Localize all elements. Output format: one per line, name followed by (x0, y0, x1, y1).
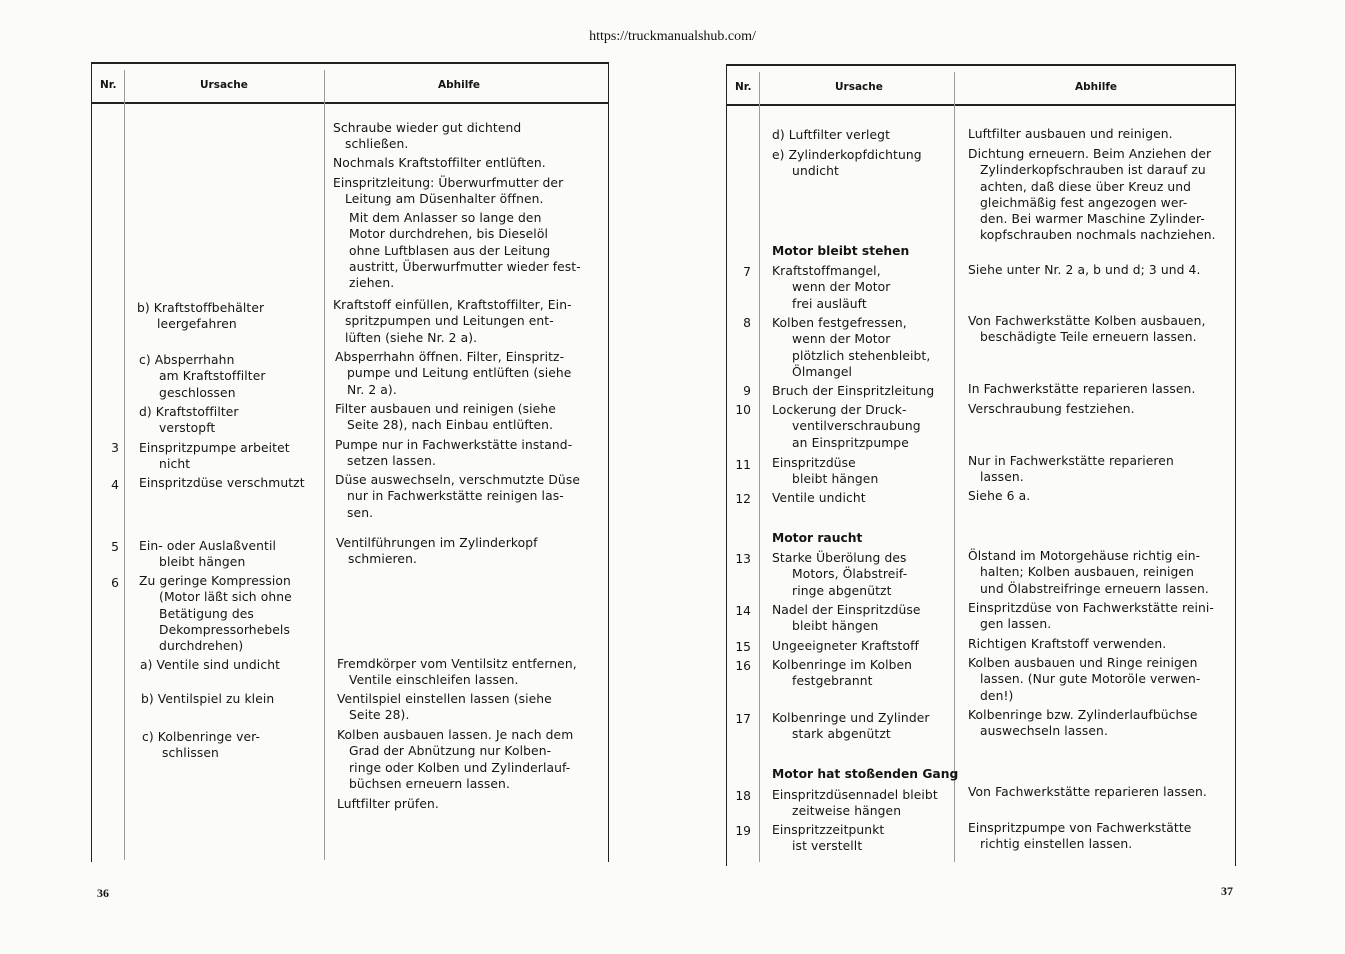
cause-text: Kolbenringe und Zylinder stark abgenützt (772, 711, 930, 742)
cause-text: d) Luftfilter verlegt (772, 128, 890, 142)
right-column-divider-2 (954, 72, 955, 862)
cause-text: Kolbenringe im Kolben festgebrannt (772, 658, 913, 689)
row-number: 10 (735, 403, 751, 417)
cause-text: Einspritzdüse bleibt hängen (772, 456, 879, 487)
remedy-text: Filter ausbauen und reinigen (siehe Seite 28), nach Einbau entlüften. (335, 402, 556, 433)
cause-text: c) Kolbenringe ver- schlissen (142, 730, 261, 761)
cause-text: e) Zylinderkopfdichtung undicht (772, 148, 922, 179)
row-number: 12 (735, 492, 751, 506)
source-url: https://truckmanualshub.com/ (589, 29, 756, 44)
remedy-text: Einspritzpumpe von Fachwerkstätte richtig einstellen lassen. (968, 821, 1192, 852)
remedy-text: Kolbenringe bzw. Zylinderlaufbüchse auswechseln lassen. (968, 708, 1198, 739)
header-remedy: Abhilfe (1075, 81, 1118, 93)
remedy-text: Einspritzleitung: Überwurfmutter der Leitung am Düsenhalter öffnen. (333, 176, 564, 207)
cause-text: d) Kraftstoffilter verstopft (139, 405, 239, 436)
remedy-text: Von Fachwerkstätte Kolben ausbauen, beschädigte Teile erneuern lassen. (968, 314, 1206, 345)
cause-text: Einspritzzeitpunkt ist verstellt (772, 823, 885, 854)
cause-text: c) Absperrhahn am Kraftstoffilter geschlossen (139, 353, 266, 400)
remedy-text: Nur in Fachwerkstätte reparieren lassen. (968, 454, 1174, 485)
header-nr: Nr. (100, 79, 117, 91)
remedy-text: Von Fachwerkstätte reparieren lassen. (968, 785, 1207, 799)
cause-text: Bruch der Einspritzleitung (772, 384, 935, 398)
remedy-text: Absperrhahn öffnen. Filter, Einspritz- pumpe und Leitung entlüften (siehe Nr. 2 a). (335, 350, 572, 397)
remedy-text: In Fachwerkstätte reparieren lassen. (968, 382, 1196, 396)
remedy-text: Luftfilter prüfen. (337, 797, 439, 811)
header-nr: Nr. (735, 81, 752, 93)
header-remedy: Abhilfe (438, 79, 481, 91)
left-column-divider-2 (324, 70, 325, 860)
cause-text: Ein- oder Auslaßventil bleibt hängen (139, 539, 276, 570)
remedy-text: Pumpe nur in Fachwerkstätte instand- setzen lassen. (335, 438, 573, 469)
header-cause: Ursache (200, 79, 248, 91)
row-number: 8 (743, 316, 751, 330)
row-number: 14 (735, 604, 751, 618)
remedy-text: Richtigen Kraftstoff verwenden. (968, 637, 1167, 651)
remedy-text: Siehe 6 a. (968, 489, 1031, 503)
section-heading: Motor hat stoßenden Gang (772, 767, 959, 781)
row-number: 11 (735, 458, 751, 472)
cause-text: b) Kraftstoffbehälter leergefahren (137, 301, 265, 332)
cause-text: Einspritzpumpe arbeitet nicht (139, 441, 290, 472)
row-number: 19 (735, 824, 751, 838)
right-table-header (727, 66, 1235, 106)
remedy-text: Mit dem Anlasser so lange den Motor durchdrehen, bis Dieselöl ohne Luftblasen aus der Leitung austritt, Überwurfmutter wieder fest- ziehen. (349, 211, 581, 291)
remedy-text: Ventilführungen im Zylinderkopf schmieren. (336, 536, 538, 567)
page-number: 37 (1221, 884, 1233, 898)
row-number: 17 (735, 712, 751, 726)
row-number: 3 (111, 441, 119, 455)
section-heading: Motor raucht (772, 531, 863, 545)
remedy-text: Kraftstoff einfüllen, Kraftstoffilter, Ein- spritzpumpen und Leitungen ent- lüften (siehe Nr. 2 a). (333, 298, 572, 345)
cause-text: Starke Überölung des Motors, Ölabstreif- ringe abgenützt (772, 551, 908, 598)
remedy-text: Schraube wieder gut dichtend schließen. (333, 121, 522, 152)
row-number: 16 (735, 659, 751, 673)
remedy-text: Ventilspiel einstellen lassen (siehe Seite 28). (337, 692, 552, 723)
remedy-text: Verschraubung festziehen. (968, 402, 1135, 416)
remedy-text: Luftfilter ausbauen und reinigen. (968, 127, 1173, 141)
left-column-divider-1 (124, 70, 125, 860)
remedy-text: Fremdkörper vom Ventilsitz entfernen, Ventile einschleifen lassen. (337, 657, 577, 688)
row-number: 18 (735, 789, 751, 803)
cause-text: Zu geringe Kompression (Motor läßt sich ohne Betätigung des Dekompressorhebels durchdrehen) (139, 574, 292, 654)
row-number: 7 (743, 265, 751, 279)
cause-text: Einspritzdüsennadel bleibt zeitweise hängen (772, 788, 938, 819)
remedy-text: Kolben ausbauen und Ringe reinigen lassen. (Nur gute Motoröle verwen- den!) (968, 656, 1201, 703)
row-number: 15 (735, 640, 751, 654)
remedy-text: Siehe unter Nr. 2 a, b und d; 3 und 4. (968, 263, 1201, 277)
page-number: 36 (97, 886, 109, 900)
row-number: 5 (111, 540, 119, 554)
cause-text: Kolben festgefressen, wenn der Motor plötzlich stehenbleibt, Ölmangel (772, 316, 931, 379)
remedy-text: Düse auswechseln, verschmutzte Düse nur in Fachwerkstätte reinigen las- sen. (335, 473, 580, 520)
cause-text: Lockerung der Druck- ventilverschraubung an Einspritzpumpe (772, 403, 921, 450)
section-heading: Motor bleibt stehen (772, 244, 910, 258)
cause-text: Ungeeigneter Kraftstoff (772, 639, 919, 653)
remedy-text: Nochmals Kraftstoffilter entlüften. (333, 156, 546, 170)
header-cause: Ursache (835, 81, 883, 93)
remedy-text: Ölstand im Motorgehäuse richtig ein- halten; Kolben ausbauen, reinigen und Ölabstreifringe erneuern lassen. (968, 549, 1209, 596)
cause-text: b) Ventilspiel zu klein (141, 692, 275, 706)
cause-text: Kraftstoffmangel, wenn der Motor frei ausläuft (772, 264, 891, 311)
row-number: 13 (735, 552, 751, 566)
row-number: 4 (111, 478, 119, 492)
cause-text: a) Ventile sind undicht (140, 658, 281, 672)
remedy-text: Kolben ausbauen lassen. Je nach dem Grad der Abnützung nur Kolben- ringe oder Kolben und Zylinderlauf- büchsen erneuern lassen. (337, 728, 574, 791)
right-column-divider-1 (759, 72, 760, 862)
remedy-text: Dichtung erneuern. Beim Anziehen der Zylinderkopfschrauben ist darauf zu achten, daß diese über Kreuz und gleichmäßig fest angezogen wer- den. Bei warmer Maschine Zylinder- kopfschrauben nochmals nachziehen. (968, 147, 1216, 243)
remedy-text: Einspritzdüse von Fachwerkstätte reini- gen lassen. (968, 601, 1214, 632)
row-number: 9 (743, 384, 751, 398)
row-number: 6 (111, 576, 119, 590)
left-table-header (92, 64, 608, 104)
cause-text: Einspritzdüse verschmutzt (139, 476, 305, 490)
cause-text: Nadel der Einspritzdüse bleibt hängen (772, 603, 921, 634)
cause-text: Ventile undicht (772, 491, 866, 505)
